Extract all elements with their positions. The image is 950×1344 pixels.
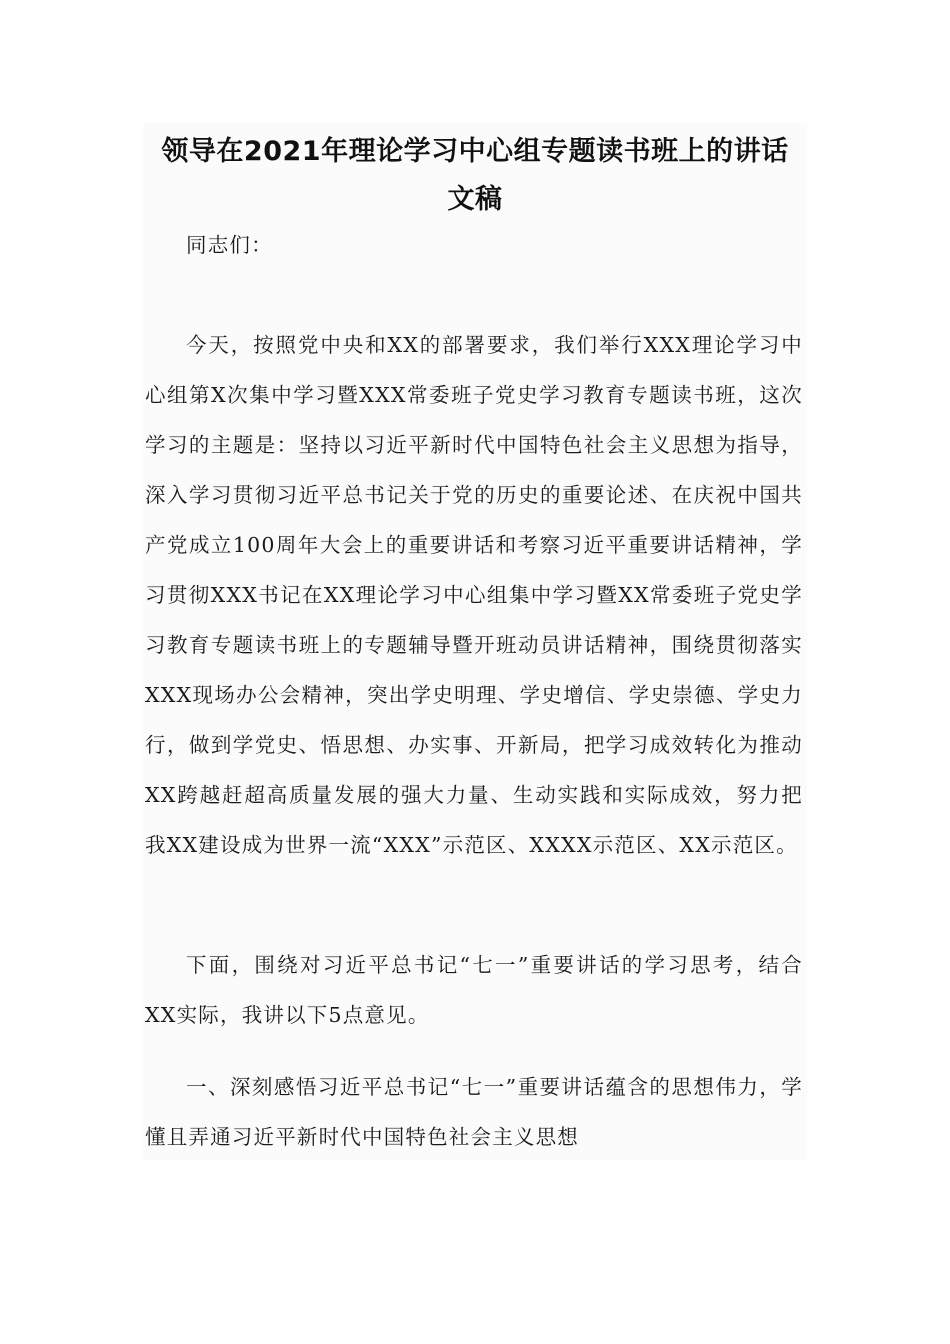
body-paragraph-2: 下面，围绕对习近平总书记“七一”重要讲话的学习思考，结合XX实际，我讲以下5点意见。 <box>145 953 803 1027</box>
title-line-2: 文稿 <box>447 184 503 215</box>
body-paragraph-1: 今天，按照党中央和XX的部署要求，我们举行XXX理论学习中心组第X次集中学习暨XXX常委班子党史学习教育专题读书班，这次学习的主题是：坚持以习近平新时代中国特色社会主义思想为指导，深入学习贯彻习近平总书记关于党的历史的重要论述、在庆祝中国共产党成立100周年大会上的重要讲话和考察习近平重要讲话精神，学习贯彻XXX书记在XX理论学习中心组集中学习暨XX常委班子党史学习教育专题读书班上的专题辅导暨开班动员讲话精神，围绕贯彻落实XXX现场办公会精神，突出学史明理、学史增信、学史崇德、学史力行，做到学党史、悟思想、办实事、开新局，把学习成效转化为推动XX跨越赶超高质量发展的强大力量、生动实践和实际成效，努力把我XX建设成为世界一流“XXX”示范区、XXXX示范区、XX示范区。 <box>145 333 803 857</box>
title-line-1: 领导在2021年理论学习中心组专题读书班上的讲话 <box>161 136 789 167</box>
section-heading-1: 一、深刻感悟习近平总书记“七一”重要讲话蕴含的思想伟力，学懂且弄通习近平新时代中国特色社会主义思想 <box>145 1075 803 1149</box>
greeting-paragraph: 同志们： <box>186 233 273 257</box>
document-title <box>143 128 807 224</box>
